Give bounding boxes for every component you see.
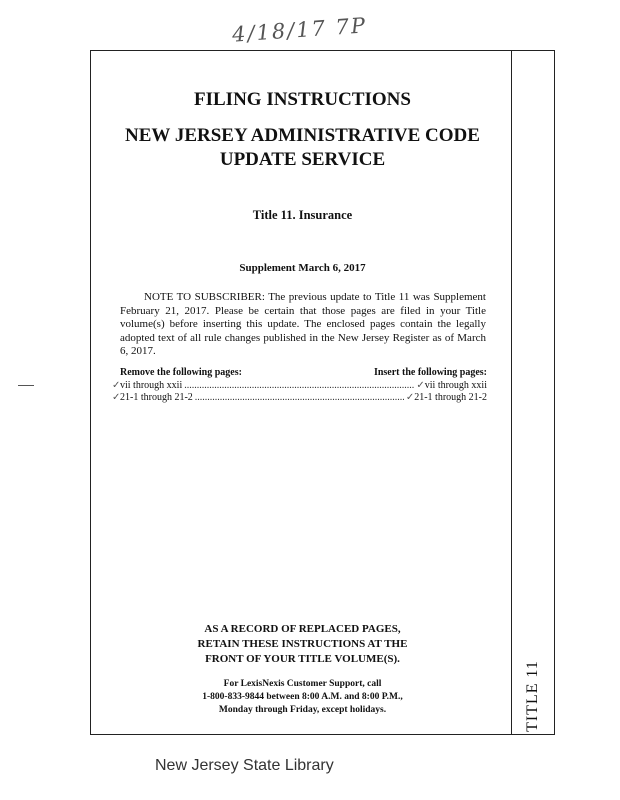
spine-tab (511, 51, 554, 734)
code-title-line2: UPDATE SERVICE (219, 149, 386, 170)
check-mark-icon: ✓ (112, 379, 121, 391)
document-frame (90, 50, 555, 735)
check-mark-icon: ✓ (112, 392, 121, 403)
record-instructions (91, 622, 514, 667)
customer-support (91, 678, 514, 717)
pages-table-header (120, 367, 487, 380)
insert-pages: vii through xxii (424, 379, 487, 391)
supplement-date: Supplement March 6, 2017 (239, 262, 366, 274)
spine-label: TITLE 11 (524, 660, 541, 732)
pages-row (112, 379, 487, 393)
code-title-line1: NEW JERSEY ADMINISTRATIVE CODE (125, 125, 480, 146)
library-footer: New Jersey State Library (155, 757, 334, 774)
record-line2: RETAIN THESE INSTRUCTIONS AT THE (197, 638, 408, 650)
pages-table (112, 367, 487, 405)
leader-dots (195, 392, 404, 405)
page-title: FILING INSTRUCTIONS (194, 89, 411, 110)
support-line1: For LexisNexis Customer Support, call (223, 679, 382, 689)
margin-dash (18, 385, 34, 386)
code-title (91, 124, 514, 172)
remove-pages: vii through xxii (120, 379, 183, 391)
pages-row (112, 392, 487, 405)
check-mark-icon: ✓ (405, 392, 415, 403)
record-line3: FRONT OF YOUR TITLE VOLUME(S). (205, 653, 400, 665)
remove-pages: 21-1 through 21-2 (120, 392, 193, 403)
handwritten-date-note: 4/18/17 7P (231, 13, 368, 47)
title-number: Title 11. Insurance (252, 208, 353, 222)
insert-header: Insert the following pages: (373, 367, 487, 378)
support-line2: 1-800-833-9844 between 8:00 A.M. and 8:00 P.M., (202, 692, 403, 702)
check-mark-icon: ✓ (416, 379, 425, 391)
support-line3: Monday through Friday, except holidays. (218, 705, 387, 715)
insert-pages: 21-1 through 21-2 (414, 392, 487, 403)
subscriber-note: NOTE TO SUBSCRIBER: The previous update to Title 11 was Supplement February 21, 2017. Please be certain that those pages are filed in your Title volume(s) before inserting this update. The enclosed pages contain the legally adopted text of all rule changes published in the New Jersey Register as of March 6, 2017. (120, 291, 486, 357)
record-line1: AS A RECORD OF REPLACED PAGES, (204, 623, 401, 635)
document-content (91, 51, 514, 734)
remove-header: Remove the following pages: (120, 367, 242, 378)
leader-dots (184, 380, 414, 393)
